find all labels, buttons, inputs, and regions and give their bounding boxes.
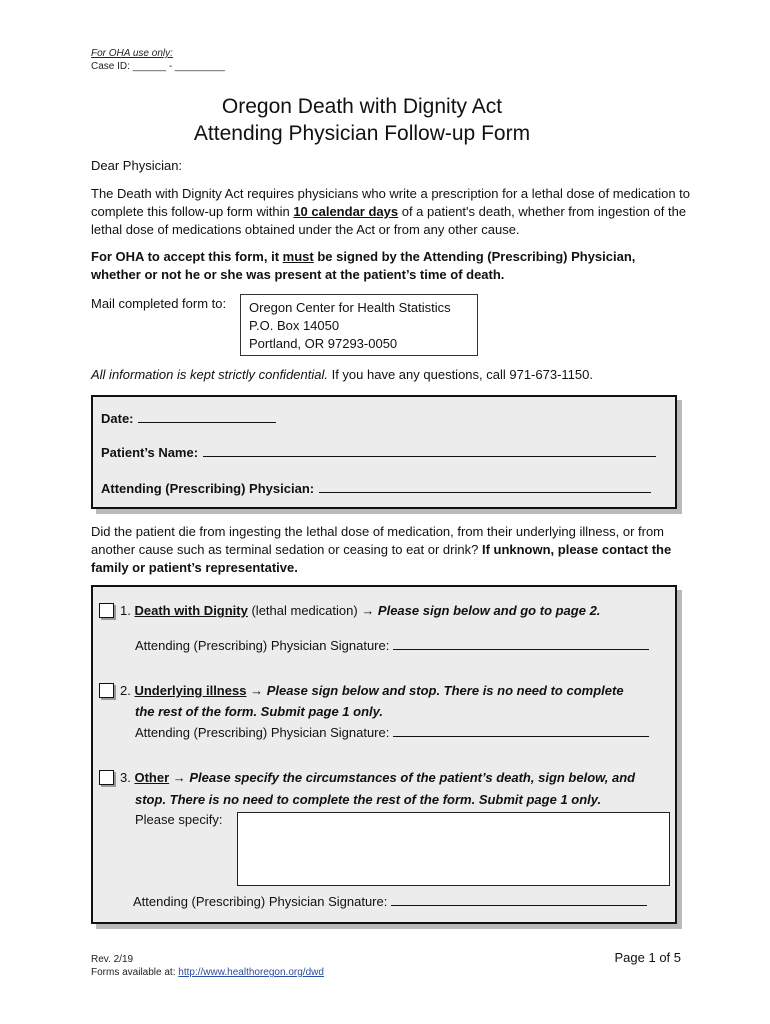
contact-phone: If you have any questions, call 971-673-1150. bbox=[327, 367, 593, 382]
option-2-checkbox[interactable] bbox=[99, 683, 114, 698]
option-2-number: 2. bbox=[120, 683, 131, 698]
address-line-2: P.O. Box 14050 bbox=[249, 318, 340, 333]
revision-label: Rev. 2/19 bbox=[91, 954, 134, 965]
address-line-3: Portland, OR 97293-0050 bbox=[249, 336, 398, 351]
option-3-signature-line[interactable] bbox=[391, 892, 647, 906]
arrow-icon: → bbox=[361, 603, 375, 618]
form-title-line-2: Attending Physician Follow-up Form bbox=[193, 122, 531, 145]
option-2-signature-row[interactable] bbox=[135, 723, 649, 740]
option-3-instruction-cont: stop. There is no need to complete the rest of the form. Submit page 1 only. bbox=[135, 792, 602, 807]
option-1-text bbox=[120, 601, 600, 621]
date-field[interactable] bbox=[101, 409, 276, 428]
signature-label: Attending (Prescribing) Physician Signature: bbox=[135, 725, 390, 740]
option-1-name: Death with Dignity bbox=[134, 603, 248, 618]
arrow-icon: → bbox=[250, 683, 264, 698]
oha-use-label: For OHA use only: bbox=[91, 48, 173, 59]
forms-label: Forms available at: bbox=[91, 967, 179, 978]
signature-label: Attending (Prescribing) Physician Signature: bbox=[135, 638, 390, 653]
confidential-italic: All information is kept strictly confidential. bbox=[91, 367, 328, 382]
patient-name-field[interactable] bbox=[101, 443, 656, 462]
physician-input-line[interactable] bbox=[319, 479, 651, 493]
physician-label: Attending (Prescribing) Physician: bbox=[101, 481, 315, 496]
option-2-signature-line[interactable] bbox=[393, 723, 649, 737]
option-2-text bbox=[120, 681, 624, 701]
please-specify-label: Please specify: bbox=[135, 812, 223, 827]
patient-name-label: Patient’s Name: bbox=[101, 445, 199, 460]
please-specify-textarea[interactable] bbox=[237, 812, 670, 886]
case-id-field: Case ID: ______ - _________ bbox=[91, 61, 225, 72]
date-label: Date: bbox=[101, 411, 134, 426]
confidential-notice bbox=[91, 366, 691, 384]
option-1-paren: (lethal medication) bbox=[247, 603, 362, 618]
question-text: Did the patient die from ingesting the lethal dose of medication, from their underlying illness, or from another cause such as terminal sedation or ceasing to eat or drink? bbox=[91, 524, 665, 557]
option-1-number: 1. bbox=[120, 603, 131, 618]
option-3-number: 3. bbox=[120, 770, 131, 785]
option-1-instruction: Please sign below and go to page 2. bbox=[374, 603, 601, 618]
cause-of-death-question bbox=[91, 523, 681, 577]
accept-text-b: be signed by the Attending (Prescribing) Physician, whether or not he or she was present at the patient’s time of death. bbox=[91, 249, 636, 282]
intro-text-b: of a patient's death, whether from ingestion of the lethal dose of medications obtained under the Act or from any other cause. bbox=[91, 204, 687, 237]
option-3-text bbox=[120, 768, 635, 788]
accept-must: must bbox=[282, 249, 314, 264]
patient-name-input-line[interactable] bbox=[203, 443, 656, 457]
option-3-instruction: Please specify the circumstances of the patient’s death, sign below, and bbox=[185, 770, 636, 785]
forms-available bbox=[91, 966, 324, 979]
date-input-line[interactable] bbox=[138, 409, 276, 423]
arrow-icon: → bbox=[172, 770, 186, 785]
signature-label: Attending (Prescribing) Physician Signature: bbox=[133, 894, 388, 909]
option-3-signature-row[interactable] bbox=[133, 892, 647, 909]
intro-text-a: The Death with Dignity Act requires physicians who write a prescription for a lethal dose of medication to complete this follow-up form within bbox=[91, 186, 691, 219]
physician-field[interactable] bbox=[101, 479, 651, 498]
option-2-instruction: Please sign below and stop. There is no need to complete bbox=[263, 683, 624, 698]
option-3-checkbox[interactable] bbox=[99, 770, 114, 785]
acceptance-notice bbox=[91, 248, 681, 284]
intro-paragraph bbox=[91, 185, 691, 239]
oha-use-note bbox=[91, 47, 225, 73]
option-1-signature-row[interactable] bbox=[135, 636, 649, 653]
forms-link[interactable]: http://www.healthoregon.org/dwd bbox=[178, 967, 324, 978]
option-2-instruction-cont: the rest of the form. Submit page 1 only. bbox=[135, 704, 383, 719]
mailing-address-box bbox=[240, 294, 478, 356]
option-1-checkbox[interactable] bbox=[99, 603, 114, 618]
accept-text-a: For OHA to accept this form, it bbox=[91, 249, 283, 264]
mail-label: Mail completed form to: bbox=[91, 296, 227, 311]
option-3-name: Other bbox=[134, 770, 170, 785]
option-2-name: Underlying illness bbox=[134, 683, 247, 698]
address-line-1: Oregon Center for Health Statistics bbox=[249, 300, 451, 315]
page-number: Page 1 of 5 bbox=[614, 950, 681, 965]
intro-emphasis: 10 calendar days bbox=[293, 204, 399, 219]
form-title-line-1: Oregon Death with Dignity Act bbox=[221, 95, 503, 118]
option-1-signature-line[interactable] bbox=[393, 636, 649, 650]
salutation: Dear Physician: bbox=[91, 158, 183, 173]
question-bold: If unknown, please contact the family or patient’s representative. bbox=[91, 542, 672, 575]
